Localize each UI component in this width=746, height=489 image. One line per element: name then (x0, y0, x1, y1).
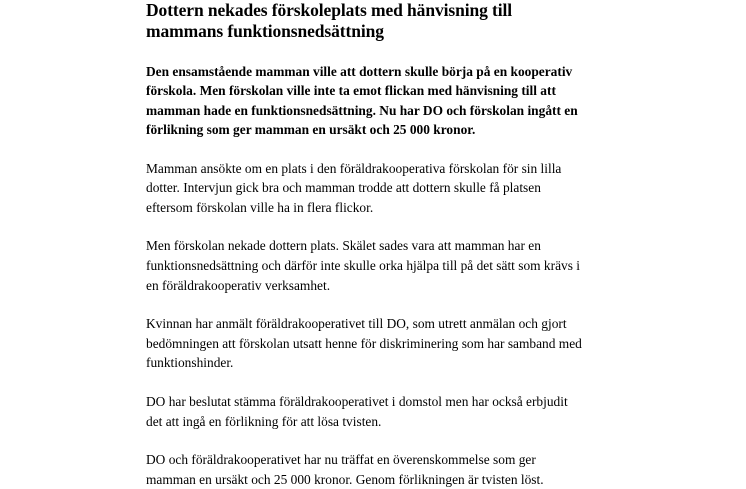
article-lead: Den ensamstående mamman ville att dottern skulle börja på en kooperativ förskola. Men förskolan ville inte ta emot flickan med hänvisning till att mamman hade en funktionsnedsättning. Nu har DO och förskolan ingått en förlikning som ger mamman en ursäkt och 25 000 kronor. (146, 64, 578, 138)
article-body (146, 0, 582, 489)
article-paragraph: DO har beslutat stämma föräldrakooperativet i domstol men har också erbjudit det att ingå en förlikning för att lösa tvisten. (146, 393, 568, 429)
article-paragraph: DO och föräldrakooperativet har nu träffat en överenskommelse som ger mamman en ursäkt och 25 000 kronor. Genom förlikningen är tvisten löst. (146, 452, 544, 487)
article-paragraph: Mamman ansökte om en plats i den föräldrakooperativa förskolan för sin lilla dotter. Intervjun gick bra och mamman trodde att dottern skulle få platsen eftersom förskolan ville ha in flera flickor. (146, 160, 562, 215)
article-paragraph: Men förskolan nekade dottern plats. Skälet sades vara att mamman har en funktionsnedsättning och därför inte skulle orka hjälpa till på det sätt som krävs i en föräldrakooperativ verksamhet. (146, 238, 580, 293)
page-title: Dottern nekades förskoleplats med hänvisning till mammans funktionsnedsättning (146, 0, 513, 41)
article-paragraph: Kvinnan har anmält föräldrakooperativet till DO, som utrett anmälan och gjort bedömningen att förskolan utsatt henne för diskriminering som har samband med funktionshinder. (146, 316, 582, 371)
